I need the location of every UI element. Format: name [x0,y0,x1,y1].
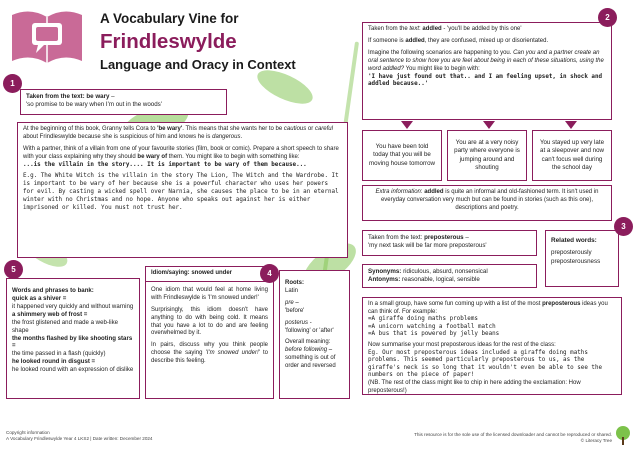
box5-word-bank [6,278,140,399]
box3-list-item: =A bus that is powered by jelly beans [368,331,500,338]
roots-language: Latin [285,287,299,294]
scenario-text: You have been told today that you will be moving house tomorrow [368,143,436,167]
extra-information [362,185,612,221]
box1-example: E.g. The White Witch is the villain in the story The Lion, The Witch and the Wardrobe. It is important to be wary of her because she is a powerful character who uses her powers for evil. By casting a wicked spell over Narnia, she causes the place to be in an eternal winter with no Christmas and no hope. Anyone who speaks out against her is either imprisoned or killed. You must not trust her. [23,173,339,211]
badge-4: 4 [260,264,279,283]
box1-quote [20,89,227,115]
box3-list-item: =A unicorn watching a football match [368,323,496,330]
text: , they are confused, mixed up or disorientated. [424,37,549,44]
badge-5: 5 [4,260,23,279]
box3-example: Eg. Our most preposterous ideas included a giraffe doing maths problems. This seemed particularly preposterous to us, as the giraffe's neck is so long that it wouldn't even be able to see the numbers on the piece of paper! [368,349,603,379]
box2-main [362,22,612,120]
text: ideas you can think of. For example: [368,301,608,315]
text: In a small group, have some fun coming up with a list of the most [368,301,543,307]
text: - 'you'll be addled by this one' [441,26,522,32]
box1-main [17,122,348,258]
text: You might like to begin with: [404,65,480,72]
text: Imagine the following scenarios are happening to you. [368,49,514,56]
box3-main [362,297,622,395]
text: : [419,26,423,32]
quote-prefix: Taken from the text: [368,234,425,241]
quote-gloss: 'my next task will be far more preposterous' [368,242,487,250]
literacy-tree-logo-icon [614,425,632,447]
text-italic: before following – [285,347,333,354]
text: In pairs, discuss why you think people choose the saying [151,342,268,357]
text: about Frindleswylde because she is suspicious of him and knows he is [23,133,213,140]
text-italic: 'I'm snowed under!' [205,350,260,357]
badge-3: 3 [614,217,633,236]
text-bold: be wary of [137,153,168,160]
word-bank-term: a shimmery web of frost = [12,310,88,318]
header-line-1: A Vocabulary Vine for [100,11,239,26]
scenario-text: You stayed up very late at a sleepover and now can't focus well during the school day [539,139,605,171]
page-subtitle: Language and Oracy in Context [100,57,296,72]
text: . [240,133,243,140]
box1-sentence-starter: ...is the villain in the story.... It is important to be wary of them because... [23,161,307,168]
idiom-task [151,342,268,366]
badge-2: 2 [598,8,617,27]
box2-sentence-starter: 'I have just found out that.. and I am feeling upset, in shock and addled because..' [368,73,603,88]
footer-copyright: Copyright information [6,430,50,435]
related-word: preposterously [551,249,592,257]
scenario-card [532,130,612,181]
text-bold: 'be wary' [157,126,183,132]
text-bold: addled [424,189,444,195]
quote-prefix: Taken from the text: [26,93,87,100]
text: Taken from the [368,26,410,32]
box2-task [368,50,606,74]
footer-left [6,430,153,442]
text: or [306,126,315,132]
box3-list-item: =A giraffe doing maths problems [368,316,478,323]
text-italic: dangerous [212,133,241,140]
arrow-down [565,121,577,129]
text-italic: pre – [285,299,299,306]
text-bold: addled [422,26,442,32]
box2-quote [368,26,606,34]
antonyms-label: Antonyms: [368,276,401,284]
text-italic: cautious [283,126,307,132]
text-italic: careful [314,126,333,132]
scenario-card [362,130,442,181]
arrow-down [483,121,495,129]
scenario-text: You are at a very noisy party where everyone is jumping around and shouting [454,139,520,171]
word-bank-definition: it happened very quickly and without warning [12,302,134,310]
box3-quote [362,230,537,256]
box3-paragraph-2: Now summarise your most preposterous ideas for the rest of the class: [368,341,556,348]
footer-licence: This resource is for the sole use of the licensed downloader and cannot be reproduced or shared. [414,432,612,437]
synonyms-text: ridiculous, absurd, nonsensical [401,268,488,275]
idiom-heading: Idiom/saying: snowed under [146,270,273,282]
quote-word: be wary [86,93,110,100]
text-italic: posterus - [285,319,312,326]
text: something is out of order and reversed [285,355,336,370]
badge-1: 1 [3,74,22,93]
text: to describe this feeling. [151,350,268,365]
footer-brand: © Literacy Tree [580,438,612,444]
antonyms-text: reasonable, logical, sensible [400,276,480,284]
book-speech-logo-icon [8,5,86,67]
box1-paragraph-1 [23,126,342,142]
footer-right [372,432,612,444]
box3-note: (NB. The rest of the class might like to chip in here adding the exclamation: How preposterous!) [368,379,581,394]
word-bank-heading: Words and phrases to bank: [12,287,94,294]
text: With a partner, think of a villain from one of your favourite stories (film, book or comic). Prepare a short speech to share with your class explaining why they should [23,145,339,160]
quote-gloss: 'so promise to be wary when I'm out in the woods' [26,101,162,109]
quote-word: preposterous [424,234,464,241]
root-pre-meaning: 'before' [285,307,305,314]
root-pre [285,300,344,308]
box3-paragraph-1 [368,301,616,316]
related-word: preposterousness [551,257,601,265]
roots-box [279,270,350,399]
root-post [285,320,344,328]
text-italic: Can you and a partner create an oral sentence to show how you are feel about being in each of these situations, using the word addled? [368,49,604,72]
text-bold: preposterous [542,301,581,307]
arrow-down [401,121,413,129]
scenario-card [447,130,527,181]
word-bank-definition: he looked round with an expression of dislike [12,366,134,374]
page-title: Frindleswylde [100,30,237,53]
text: : [420,189,425,195]
roots-heading: Roots: [285,280,304,286]
idiom-paragraph: Surprisingly, this idiom doesn't have anything to do with being cold. It means that you have a lot to do and are feeling overwhelmed by it. [151,306,268,337]
word-bank-term: he looked round in disgust = [12,358,96,366]
word-bank-definition: the frost glistened and made a web-like shape [12,318,119,334]
text: . This means that she wants her to be [182,126,284,132]
text-italic: text [409,26,420,32]
text: is quite an informal and old-fashioned term. It isn't used in everyday conversation very much but can be found in stories (such as this one), descriptions and poetry. [380,189,599,211]
related-heading: Related words: [551,237,597,244]
synonyms-label: Synonyms: [368,268,402,275]
synonyms-antonyms [362,264,537,288]
word-bank-definition: the time passed in a flash (quickly) [12,350,106,358]
text-italic: Extra information [375,189,421,195]
box1-paragraph-2 [23,146,342,162]
idiom-paragraph: One idiom that would feel at home living with Frindleswylde is 'I'm snowed under!' [151,286,268,301]
roots-overall [285,339,344,371]
word-bank-term: quick as a shiver = [12,294,67,302]
text: If someone is [368,37,406,44]
text: Overall meaning: [285,339,331,346]
text: At the beginning of this book, Granny tells Cora to [23,126,158,132]
text-bold: addled [405,37,425,44]
related-words [545,230,619,287]
box4-idiom [145,266,274,399]
text: them. You might like to begin with something like: [167,153,300,160]
word-bank-term: the months flashed by like shooting stars = [12,334,133,350]
quote-dash: – [463,234,469,241]
root-post-meaning: 'following' or 'after' [285,327,334,334]
quote-dash: – [109,93,115,100]
box2-definition [368,38,606,46]
footer-details: A Vocabulary Frindleswylde Year 4 LKS2 | Date written: December 2024 [6,436,153,442]
